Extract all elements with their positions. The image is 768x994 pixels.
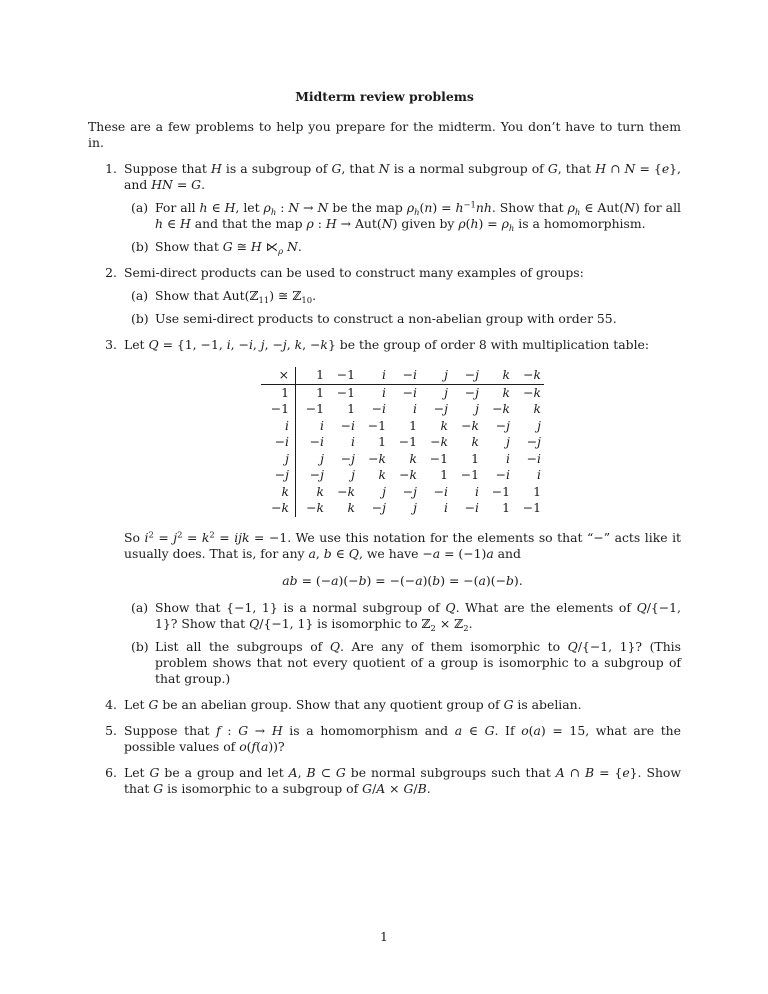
mult-table-cell: 1: [440, 467, 448, 482]
mult-table-cell: 1: [347, 401, 355, 416]
mult-table-cell: k: [316, 483, 324, 499]
mult-table-cell: k: [533, 401, 541, 416]
mult-table-cell: j: [444, 384, 448, 400]
mult-table-cell: −j: [261, 467, 296, 484]
mult-table-cell: 1: [316, 384, 324, 400]
problem-2-number: 2.: [105, 265, 117, 280]
mult-table-row: [261, 467, 544, 484]
mult-table-header-cell: ×: [261, 367, 296, 384]
problem-1b-text: Show that G ≅ H $⋉_\rho$ N.: [155, 239, 302, 256]
mult-table-cell: 1: [502, 500, 510, 515]
problem-5-body: [124, 723, 681, 755]
problem-1b-label: (b): [131, 239, 149, 254]
mult-table-cell: j: [506, 434, 510, 449]
mult-table-cell: −j: [526, 434, 541, 449]
mult-table-cell: i: [413, 401, 417, 416]
mult-table-cell: j: [413, 500, 417, 515]
mult-table-cell: −1: [261, 401, 296, 418]
problem-5: [88, 723, 681, 755]
problem-1a: [131, 200, 681, 232]
problem-3a-label: (a): [131, 599, 149, 615]
problem-2-body: [124, 265, 681, 327]
mult-table-cell: j: [475, 401, 479, 416]
mult-table-row: [261, 418, 544, 435]
page-number: 1: [380, 929, 388, 944]
mult-table-row: [261, 384, 544, 401]
mult-table-cell: i: [351, 434, 355, 449]
mult-table-cell: −j: [340, 450, 355, 466]
mult-table-header-cell: −k: [513, 367, 544, 384]
problem-3a: [131, 600, 681, 632]
mult-table-row: [261, 484, 544, 501]
problem-1-body: [124, 161, 681, 255]
problem-5-text: Suppose that f : G → H is a homomorphism and a ∈ G. If o(a) = 15, what are the possible values of o(f(a))?: [124, 722, 681, 754]
mult-table-cell: k: [502, 384, 510, 400]
mult-table-cell: j: [537, 417, 541, 433]
problem-5-number: 5.: [105, 722, 117, 738]
mult-table-cell: 1: [471, 450, 479, 466]
mult-table-header-cell: −j: [451, 367, 482, 384]
mult-table-header-cell: 1: [296, 367, 328, 384]
mult-table-cell: k: [378, 467, 386, 482]
mult-table-cell: j: [351, 467, 355, 482]
mult-table-row: [261, 451, 544, 468]
mult-table-cell: −1: [429, 450, 448, 466]
document-content: [88, 89, 681, 797]
mult-table-cell: −k: [492, 401, 510, 416]
problem-1b: [131, 239, 681, 255]
problem-4-text: Let G be an abelian group. Show that any quotient group of G is abelian.: [124, 696, 582, 712]
mult-table-cell: j: [261, 451, 296, 468]
problem-3-text: Let Q = {1, −1, i, −i, j, −j, k, −k} be the group of order 8 with multiplication table:: [124, 337, 650, 352]
mult-table-cell: −k: [523, 384, 541, 400]
mult-table-cell: −1: [336, 384, 355, 400]
problem-2a-label: (a): [131, 288, 149, 303]
problem-2b-label: (b): [131, 311, 149, 326]
mult-table-cell: i: [506, 450, 510, 466]
multiplication-table: [261, 367, 544, 517]
mult-table-cell: −j: [495, 417, 510, 433]
mult-table-cell: 1: [533, 483, 541, 499]
mult-table-cell: −1: [491, 483, 510, 499]
mult-table-cell: i: [382, 384, 386, 400]
mult-table-cell: i: [320, 417, 324, 433]
mult-table-cell: 1: [261, 384, 296, 401]
problem-3b: [131, 639, 681, 687]
mult-table-cell: −1: [460, 467, 479, 482]
problem-3: [88, 337, 681, 687]
multiplication-table-wrapper: [124, 367, 681, 517]
mult-table-header-cell: −i: [389, 367, 420, 384]
problem-6: [88, 765, 681, 797]
problem-3b-text: List all the subgroups of Q. Are any of them isomorphic to Q/{−1, 1}? (This problem shows that not every quotient of a group is isomorphic to a subgroup of that group.): [155, 638, 681, 686]
problem-4-number: 4.: [105, 696, 117, 712]
mult-table-header-row: [261, 367, 544, 384]
problem-3b-label: (b): [131, 638, 149, 654]
problem-6-number: 6.: [105, 764, 117, 780]
problem-1: [88, 161, 681, 255]
mult-table-cell: −1: [522, 500, 541, 515]
problem-2a-text: Show that Aut(ℤ$_{11}$) ≅ ℤ$_{10}$.: [155, 288, 317, 305]
mult-table-header-cell: −1: [327, 367, 358, 384]
problem-3-discussion: So $i^2 = j^2 = k^2$ = ijk = −1. We use this notation for the elements so that “−” acts like it usually does. That is, for any a, b ∈ Q, we have −a = (−1)a and: [124, 528, 682, 561]
problem-2b-text: Use semi-direct products to construct a non-abelian group with order 55.: [155, 311, 617, 326]
mult-table-row: [261, 500, 544, 517]
mult-table-cell: −k: [399, 467, 417, 482]
problem-1a-text: For all h ∈ H, let $\rho_h$ : N → N be the map $\rho_h(n) = h^{-1}nh$. Show that $\rho_h$ ∈ Aut(N) for all h ∈ H and that the map ρ : H → Aut(N) given by $\rho(h) = \rho_h$ is a homomorphism.: [155, 199, 681, 233]
problem-4: [88, 697, 681, 713]
mult-table-row: [261, 434, 544, 451]
mult-table-header-cell: j: [420, 367, 451, 384]
mult-table-cell: k: [440, 417, 448, 433]
mult-table-cell: i: [261, 418, 296, 435]
mult-table-cell: −i: [495, 467, 510, 482]
mult-table-cell: −1: [398, 434, 417, 449]
mult-table-cell: −j: [309, 467, 324, 482]
problem-2b: [131, 311, 681, 327]
problem-2: [88, 265, 681, 327]
problem-1a-label: (a): [131, 200, 149, 215]
mult-table-cell: −j: [464, 384, 479, 400]
mult-table-cell: −j: [371, 500, 386, 515]
mult-table-cell: 1: [409, 417, 417, 433]
problem-3-number: 3.: [105, 337, 117, 352]
problem-2a: [131, 288, 681, 304]
mult-table-cell: i: [475, 483, 479, 499]
mult-table-cell: −i: [340, 417, 355, 433]
mult-table-cell: −k: [337, 483, 355, 499]
mult-table-cell: −j: [433, 401, 448, 416]
mult-table-cell: −i: [433, 483, 448, 499]
mult-table-cell: −i: [402, 384, 417, 400]
mult-table-cell: 1: [378, 434, 386, 449]
problem-3-equation: ab = (−a)(−b) = −(−a)(b) = −(a)(−b).: [282, 572, 523, 588]
mult-table-cell: −i: [464, 500, 479, 515]
mult-table-cell: −k: [306, 500, 324, 515]
mult-table-cell: −1: [367, 417, 386, 433]
problem-2-text: Semi-direct products can be used to construct many examples of groups:: [124, 265, 584, 280]
mult-table-cell: −k: [368, 450, 386, 466]
mult-table-cell: −i: [371, 401, 386, 416]
mult-table-cell: j: [320, 450, 324, 466]
problem-4-body: [124, 697, 681, 713]
problem-6-body: [124, 765, 681, 797]
mult-table-cell: k: [347, 500, 355, 515]
document-title: Midterm review problems: [295, 89, 474, 104]
problem-3a-text: Show that {−1, 1} is a normal subgroup of Q. What are the elements of Q/{−1, 1}? Show that Q/{−1, 1} is isomorphic to ℤ$_2$ × ℤ$_2$.: [155, 599, 681, 633]
mult-table-cell: k: [261, 484, 296, 501]
mult-table-cell: −i: [309, 434, 324, 449]
intro-paragraph: These are a few problems to help you prepare for the midterm. You don’t have to turn them in.: [88, 119, 681, 150]
mult-table-cell: i: [444, 500, 448, 515]
mult-table-cell: j: [382, 483, 386, 499]
mult-table-cell: −k: [261, 500, 296, 517]
mult-table-cell: −k: [430, 434, 448, 449]
mult-table-cell: −i: [526, 450, 541, 466]
problem-1-number: 1.: [105, 161, 117, 176]
problem-3-body: [124, 337, 681, 687]
mult-table-cell: −j: [402, 483, 417, 499]
mult-table-header-cell: k: [482, 367, 513, 384]
mult-table-cell: −k: [461, 417, 479, 433]
problem-6-text: Let G be a group and let A, B ⊂ G be normal subgroups such that A ∩ B = {e}. Show that G is isomorphic to a subgroup of G/A × G/B.: [124, 764, 681, 796]
mult-table-cell: k: [471, 434, 479, 449]
mult-table-cell: i: [537, 467, 541, 482]
mult-table-row: [261, 401, 544, 418]
mult-table-cell: k: [409, 450, 417, 466]
problem-1-text: Suppose that H is a subgroup of G, that N is a normal subgroup of G, that H ∩ N = {e}, and HN = G.: [124, 161, 681, 192]
mult-table-header-cell: i: [358, 367, 389, 384]
mult-table-cell: −1: [305, 401, 324, 416]
mult-table-cell: −i: [261, 434, 296, 451]
